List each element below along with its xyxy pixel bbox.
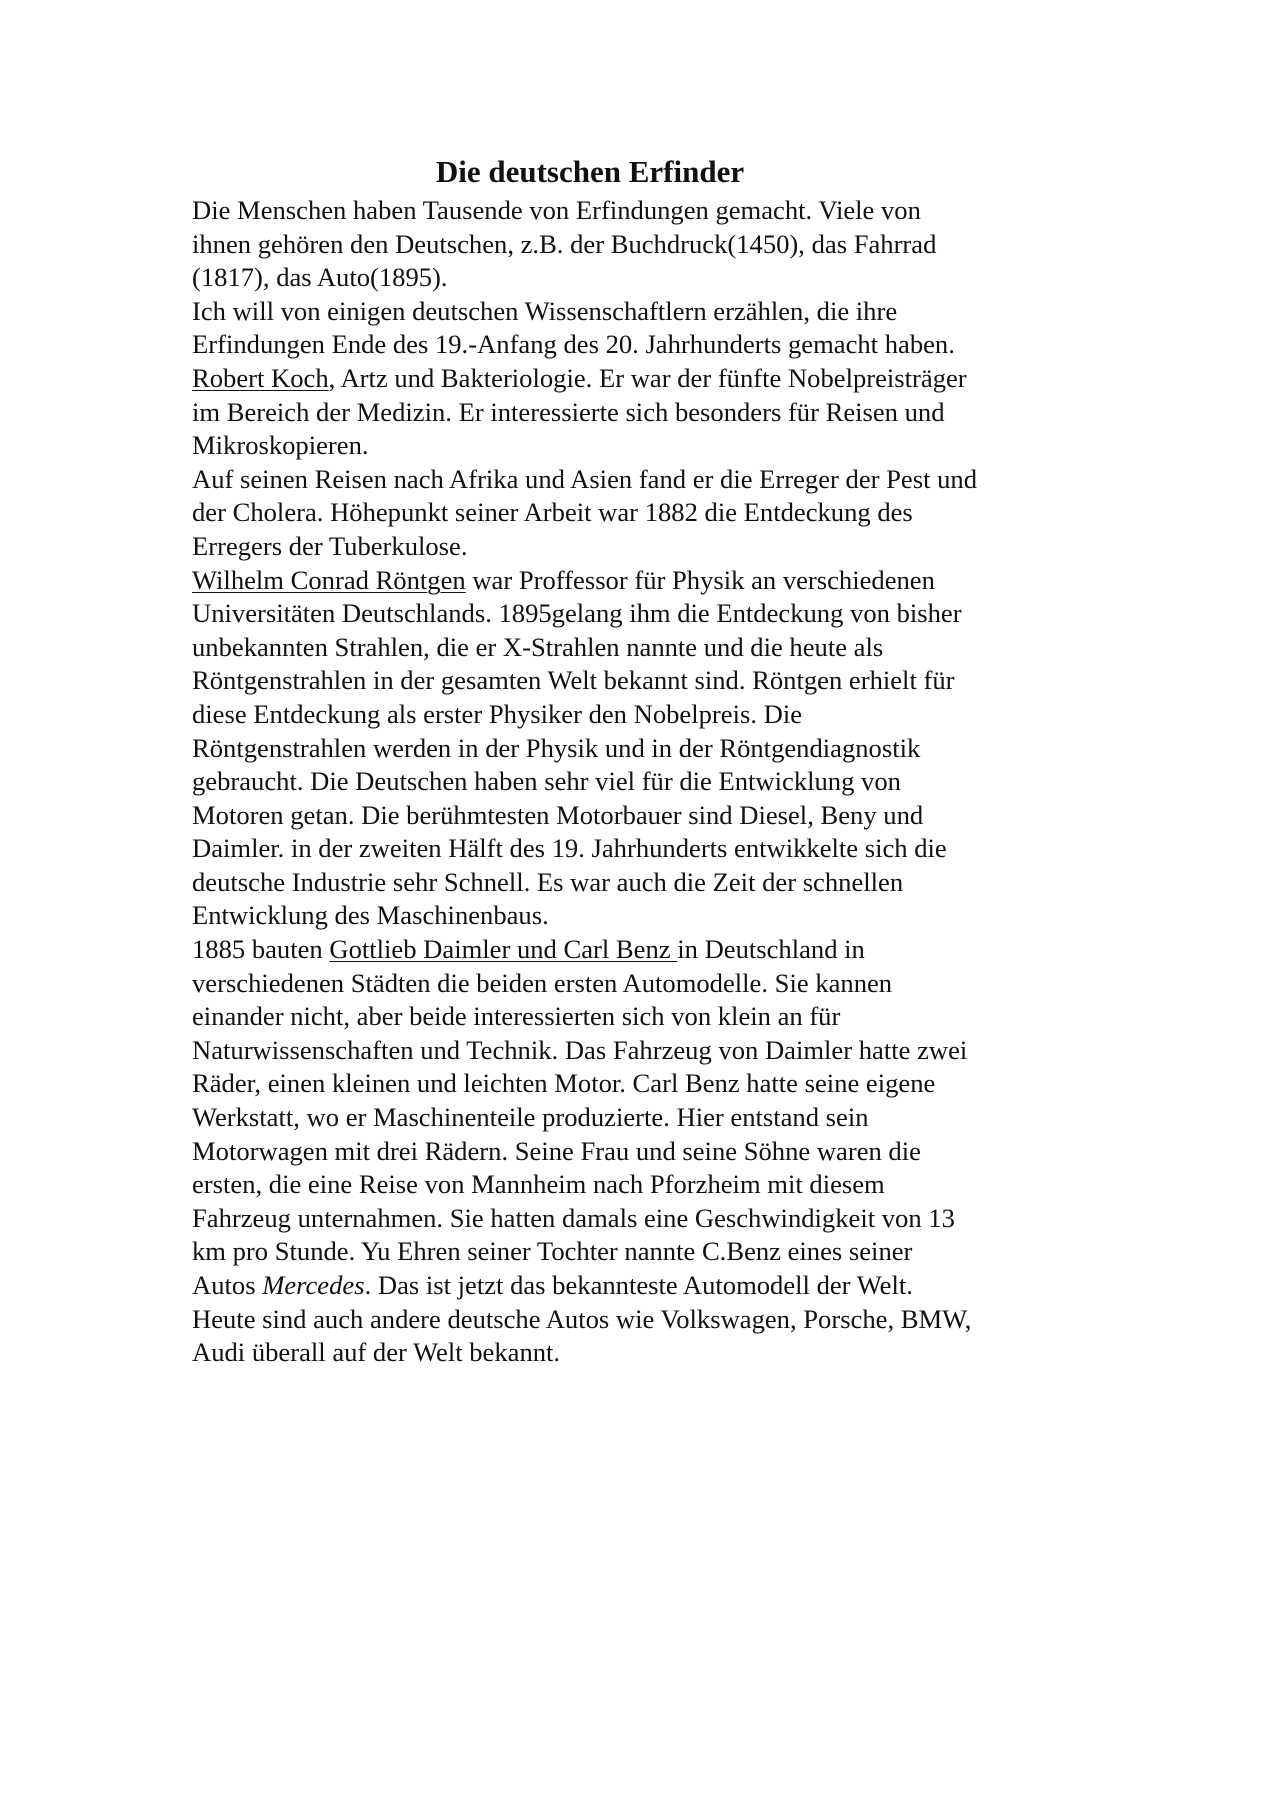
text-line: Die Menschen haben Tausende von Erfindungen gemacht. Viele von [192, 195, 921, 225]
italic-word-mercedes: Mercedes [262, 1270, 365, 1300]
text-line: verschiedenen Städten die beiden ersten Automodelle. Sie kannen [192, 967, 893, 998]
text-segment: . Das ist jetzt das bekannteste Automodell der Welt. [364, 1270, 913, 1300]
text-line: einander nicht, aber beide interessierten sich von klein an für [192, 1001, 841, 1032]
text-line: Auf seinen Reisen nach Afrika und Asien fand er die Erreger der Pest und [192, 463, 978, 494]
text-segment: 1885 bauten [192, 934, 330, 965]
text-line: Entwicklung des Maschinenbaus. [192, 900, 549, 931]
text-line [192, 1269, 1092, 1303]
text-line: unbekannten Strahlen, die er X-Strahlen nannte und die heute als [192, 631, 884, 662]
underlined-name-daimler-benz: Gottlieb Daimler und Carl Benz [329, 934, 678, 965]
text-line: diese Entdeckung als erster Physiker den Nobelpreis. Die [192, 698, 803, 729]
text-line: Röntgenstrahlen werden in der Physik und in der Röntgendiagnostik [192, 732, 921, 763]
text-line: Audi überall auf der Welt bekannt. [192, 1337, 561, 1368]
text-line: km pro Stunde. Yu Ehren seiner Tochter nannte C.Benz eines seiner [192, 1236, 913, 1267]
text-line [192, 362, 1092, 396]
text-line: ersten, die eine Reise von Mannheim nach Pforzheim mit diesem [192, 1169, 885, 1200]
text-line: deutsche Industrie sehr Schnell. Es war auch die Zeit der schnellen [192, 866, 904, 897]
text-line: Röntgenstrahlen in der gesamten Welt bekannt sind. Röntgen erhielt für [192, 665, 955, 696]
text-segment: in Deutschland in [677, 934, 865, 965]
text-segment: war Proffessor für Physik an verschiedenen [465, 564, 935, 595]
text-line [192, 933, 1092, 967]
text-line: der Cholera. Höhepunkt seiner Arbeit war 1882 die Entdeckung des [192, 497, 913, 528]
text-line: Fahrzeug unternahmen. Sie hatten damals eine Geschwindigkeit von 13 [192, 1202, 955, 1233]
text-line: Werkstatt, wo er Maschinenteile produzierte. Hier entstand sein [192, 1102, 869, 1133]
text-line: Mikroskopieren. [192, 430, 369, 461]
text-line: Erregers der Tuberkulose. [192, 530, 468, 561]
text-line: Heute sind auch andere deutsche Autos wie Volkswagen, Porsche, BMW, [192, 1303, 972, 1334]
document-title: Die deutschen Erfinder [435, 154, 745, 189]
text-line: Daimler. in der zweiten Hälft des 19. Jahrhunderts entwikkelte sich die [192, 833, 947, 864]
text-line: Universitäten Deutschlands. 1895gelang ihm die Entdeckung von bisher [192, 598, 962, 629]
text-line: Motoren getan. Die berühmtesten Motorbauer sind Diesel, Beny und [192, 799, 924, 830]
document-body [192, 194, 1092, 1370]
text-line: im Bereich der Medizin. Er interessierte sich besonders für Reisen und [192, 396, 945, 427]
text-line [192, 564, 1092, 598]
underlined-name-robert-koch: Robert Koch [192, 362, 329, 393]
text-segment: Autos [192, 1270, 263, 1300]
underlined-name-roentgen: Wilhelm Conrad Röntgen [192, 564, 466, 595]
text-line: ihnen gehören den Deutschen, z.B. der Buchdruck(1450), das Fahrrad [192, 228, 937, 259]
text-line: (1817), das Auto(1895). [192, 262, 448, 293]
text-line: Naturwissenschaften und Technik. Das Fahrzeug von Daimler hatte zwei [192, 1034, 968, 1065]
text-line: Räder, einen kleinen und leichten Motor. Carl Benz hatte seine eigene [192, 1068, 936, 1099]
text-line: gebraucht. Die Deutschen haben sehr viel für die Entwicklung von [192, 766, 901, 797]
text-line: Erfindungen Ende des 19.-Anfang des 20. Jahrhunderts gemacht haben. [192, 329, 955, 360]
text-line: Ich will von einigen deutschen Wissenschaftlern erzählen, die ihre [192, 295, 898, 326]
text-line: Motorwagen mit drei Rädern. Seine Frau und seine Söhne waren die [192, 1135, 921, 1166]
text-segment: , Artz und Bakteriologie. Er war der fünfte Nobelpreisträger [328, 362, 967, 393]
